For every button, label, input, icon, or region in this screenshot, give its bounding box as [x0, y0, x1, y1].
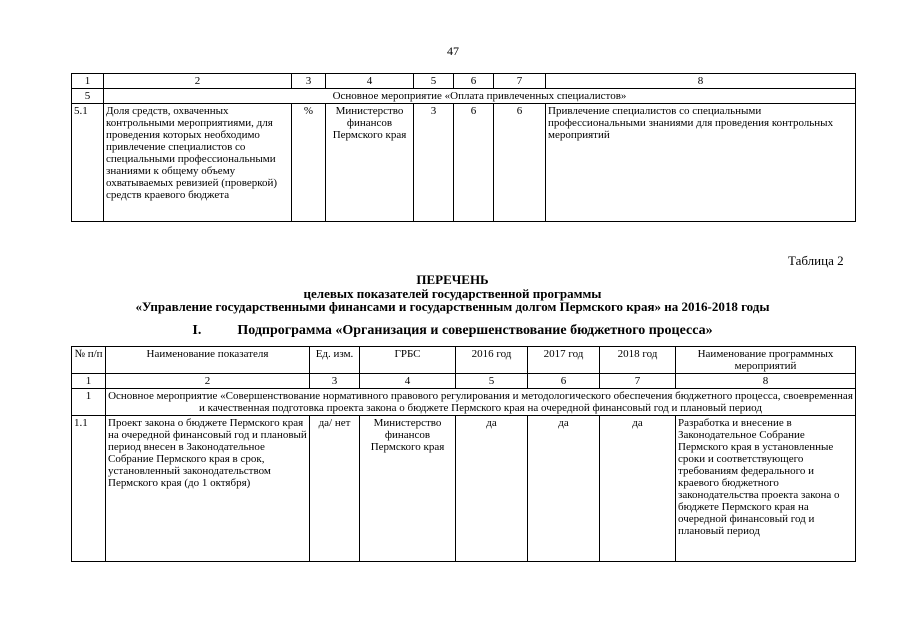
header-row [72, 347, 856, 374]
col-number: 7 [494, 74, 546, 89]
section-title: Основное мероприятие «Оплата привлеченных специалистов» [104, 89, 856, 104]
header-2016: 2016 год [456, 347, 528, 374]
col-number: 3 [310, 374, 360, 389]
col-number: 2 [106, 374, 310, 389]
grbs: Министерство финансов Пермского края [360, 416, 456, 562]
col-number: 8 [676, 374, 856, 389]
table-row [72, 104, 856, 222]
col-number: 8 [546, 74, 856, 89]
indicator-name: Проект закона о бюджете Пермского края на очередной финансовый год и плановый период внесен в Законодательное Собрание Пермского края в срок, установленный законодательством Пермского края (до 1 октября) [106, 416, 310, 562]
col-number: 7 [600, 374, 676, 389]
section-row [72, 89, 856, 104]
indicators-table-continued [71, 73, 856, 222]
col-number: 1 [72, 374, 106, 389]
section-number: 1 [72, 389, 106, 416]
header-2017: 2017 год [528, 347, 600, 374]
value-2017: да [528, 416, 600, 562]
unit: да/ нет [310, 416, 360, 562]
col-number: 6 [528, 374, 600, 389]
unit: % [292, 104, 326, 222]
header-name: Наименование показателя [106, 347, 310, 374]
col-number: 4 [360, 374, 456, 389]
column-number-row [72, 374, 856, 389]
value-2016: 3 [414, 104, 454, 222]
section-row [72, 389, 856, 416]
header-2018: 2018 год [600, 347, 676, 374]
value-2018: да [600, 416, 676, 562]
header-unit: Ед. изм. [310, 347, 360, 374]
value-2017: 6 [454, 104, 494, 222]
header-program: Наименование программных мероприятий [676, 347, 856, 374]
row-number: 5.1 [72, 104, 104, 222]
col-number: 5 [456, 374, 528, 389]
value-2016: да [456, 416, 528, 562]
program-name: «Управление государственными финансами и государственным долгом Пермского края» на 2016-2018 годы [135, 299, 770, 314]
col-number: 3 [292, 74, 326, 89]
indicator-name: Доля средств, охваченных контрольными мероприятиями, для проведения которых необходимо привлечение специалистов со специальными профессиональными знаниями к общему объему охватываемых ревизией (проверкой) средств краевого бюджета [104, 104, 292, 222]
col-number: 6 [454, 74, 494, 89]
row-number: 1.1 [72, 416, 106, 562]
grbs: Министерство финансов Пермского края [326, 104, 414, 222]
value-2018: 6 [494, 104, 546, 222]
header-grbs: ГРБС [360, 347, 456, 374]
indicators-table [71, 346, 856, 562]
section-number: 5 [72, 89, 104, 104]
program-activity: Привлечение специалистов со специальными профессиональными знаниями для проведения контрольных мероприятий [546, 104, 856, 222]
header-num: № п/п [72, 347, 106, 374]
subprogram-title: Подпрограмма «Организация и совершенствование бюджетного процесса» [237, 323, 713, 338]
document-subtitle: целевых показателей государственной программы [303, 286, 602, 301]
section-title: Основное мероприятие «Совершенствование нормативного правового регулирования и методологического обеспечения бюджетного процесса, своевременная и качественная подготовка проекта закона о бюджете Пермского края на очередной финансовый год и плановый период [106, 389, 856, 416]
document-title: ПЕРЕЧЕНЬ [416, 272, 489, 287]
col-number: 1 [72, 74, 104, 89]
column-number-row [72, 74, 856, 89]
program-activity: Разработка и внесение в Законодательное Собрание Пермского края в установленные сроки и соответствующего требованиям федерального и краевого бюджетного законодательства проекта закона о бюджете Пермского края на очередной финансовый год и плановый период [676, 416, 856, 562]
subprogram-number: I. [192, 323, 202, 338]
col-number: 5 [414, 74, 454, 89]
col-number: 2 [104, 74, 292, 89]
table-row [72, 416, 856, 562]
col-number: 4 [326, 74, 414, 89]
subprogram-heading [0, 323, 905, 339]
table-label: Таблица 2 [788, 253, 844, 268]
page-number: 47 [447, 44, 459, 58]
